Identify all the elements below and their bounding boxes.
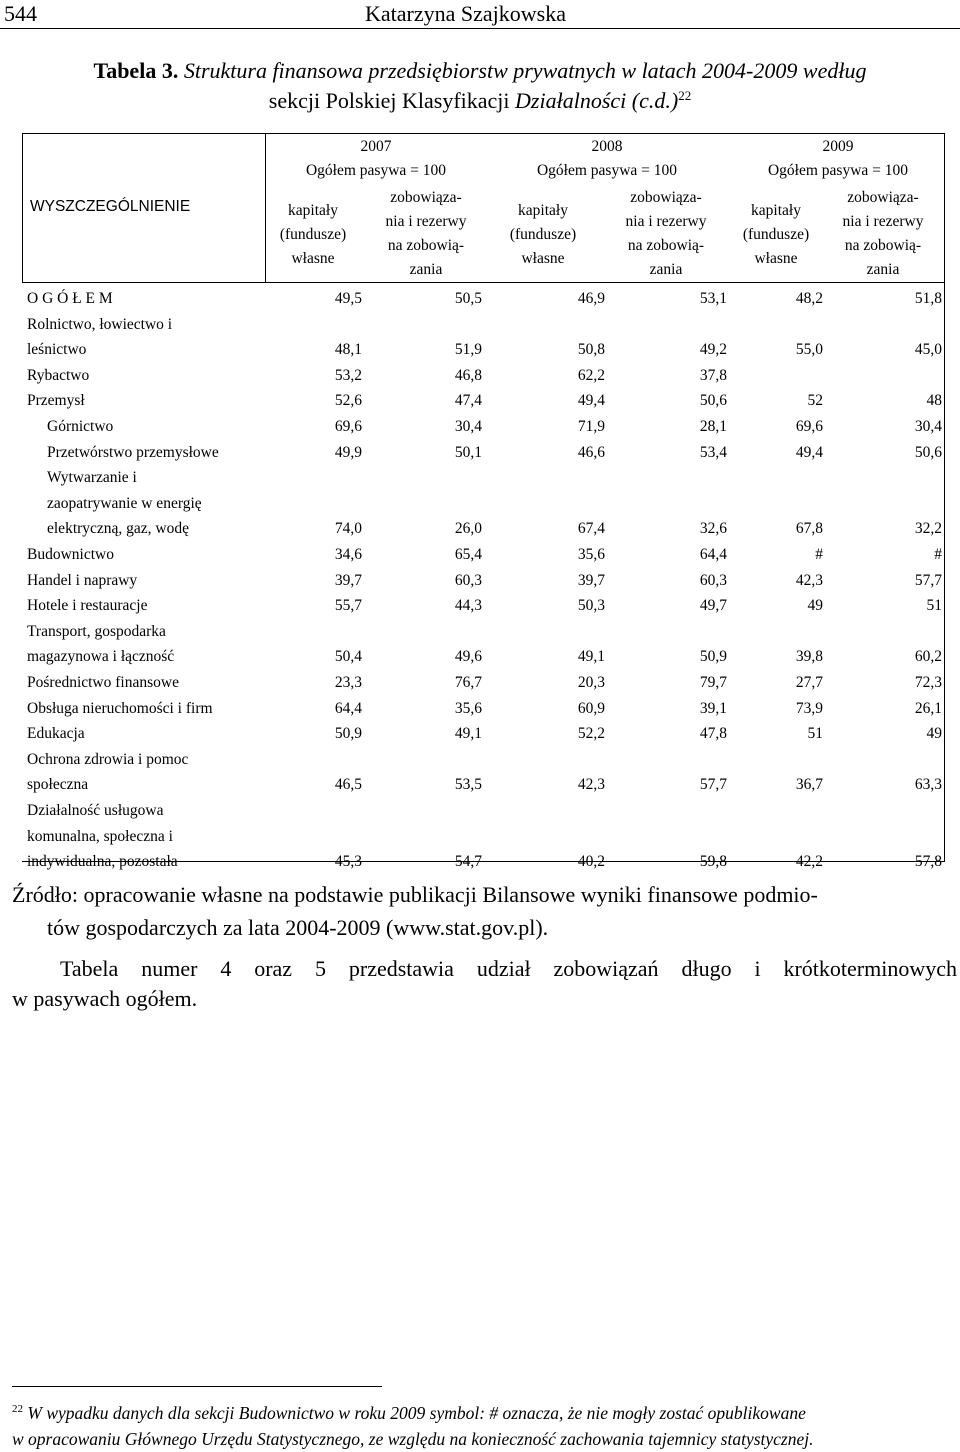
row-label: Obsługa nieruchomości i firm — [27, 699, 213, 717]
table-cell: 46,6 — [577, 443, 605, 461]
row-label: leśnictwo — [27, 341, 87, 359]
liabilities-header-line: zania — [409, 261, 443, 278]
table-cell: 49,1 — [577, 648, 605, 666]
table-cell: 71,9 — [577, 418, 605, 435]
paragraph-line-2: w pasywach ogółem. — [12, 986, 198, 1011]
total-header: Ogółem pasywa = 100 — [536, 162, 678, 179]
table-cell: 45,0 — [914, 341, 942, 359]
liabilities-header-line: nia i rezerwy — [625, 213, 707, 230]
table-cell: 50,9 — [334, 725, 362, 743]
table-cell: 50,9 — [699, 648, 727, 666]
row-label: społeczna — [27, 776, 89, 794]
table-cell: 39,8 — [795, 648, 823, 666]
footnote-marker: 22 — [12, 1403, 23, 1415]
table-cell: 49,2 — [699, 341, 727, 359]
liabilities-column-header — [606, 186, 726, 282]
table-cell: 39,1 — [699, 699, 727, 717]
table-cell: 28,1 — [699, 418, 727, 435]
caption-footnote-ref: 22 — [678, 88, 692, 103]
table-cell: 55,0 — [795, 341, 823, 359]
source-line-2: tów gospodarczych za lata 2004-2009 (www.stat.gov.pl). — [47, 915, 549, 940]
table-cell: 52 — [807, 392, 823, 410]
paragraph-line-1: Tabela numer 4 oraz 5 przedstawia udział zobowiązań długo i krótkoterminowych — [60, 956, 957, 981]
table-cell: 39,7 — [577, 571, 605, 589]
year-header: 2007 — [360, 138, 392, 155]
table-cell: 50,4 — [334, 648, 362, 666]
liabilities-header-line: zania — [866, 261, 900, 278]
table-cell: 46,9 — [577, 290, 605, 307]
row-label: Przetwórstwo przemysłowe — [47, 443, 219, 461]
table-cell: 60,3 — [454, 571, 482, 589]
table-cell: 53,1 — [699, 290, 727, 307]
table-cell: 30,4 — [454, 418, 482, 435]
table-cell: 62,2 — [577, 366, 605, 384]
header-divider — [22, 282, 945, 283]
liabilities-header-line: na zobowią- — [844, 237, 922, 254]
table-cell: 36,7 — [795, 776, 823, 794]
row-label: Transport, gospodarka — [27, 622, 166, 640]
equity-header-line: własne — [521, 250, 565, 267]
total-header: Ogółem pasywa = 100 — [767, 162, 909, 179]
source-line-1: Źródło: opracowanie własne na podstawie publikacji Bilansowe wyniki finansowe podmio- — [12, 882, 818, 907]
table-cell: 30,4 — [914, 418, 942, 435]
table-cell: 23,3 — [334, 674, 362, 691]
table-cell: 60,3 — [699, 571, 727, 589]
table-cell: 42,3 — [577, 776, 605, 794]
table-cell: 49,5 — [334, 290, 362, 307]
row-label: Handel i naprawy — [27, 571, 138, 589]
table-cell: 51 — [926, 597, 942, 615]
table-cell: 48,2 — [795, 290, 823, 307]
row-label: elektryczną, gaz, wodę — [47, 520, 190, 538]
caption-title: Struktura finansowa przedsiębiorstw prywatnych w latach 2004-2009 — [183, 58, 798, 83]
liabilities-header-line: nia i rezerwy — [842, 213, 924, 230]
liabilities-header-line: na zobowią- — [627, 237, 705, 254]
running-header — [0, 0, 960, 29]
equity-header-line: kapitały — [751, 202, 801, 219]
table-cell: 79,7 — [699, 674, 727, 691]
table-cell: 46,5 — [334, 776, 362, 794]
footnote-rule — [12, 1386, 382, 1387]
running-author: Katarzyna Szajkowska — [365, 1, 566, 26]
row-label: indywidualna, pozostała — [27, 853, 178, 871]
equity-header-line: własne — [291, 250, 335, 267]
table-cell: 51 — [807, 725, 823, 743]
liabilities-header-line: zania — [649, 261, 683, 278]
liabilities-header-line: nia i rezerwy — [385, 213, 467, 230]
stub-header: WYSZCZEGÓLNIENIE — [30, 198, 191, 215]
caption-line-1 — [0, 56, 960, 86]
page-number: 544 — [4, 1, 37, 26]
row-label: Hotele i restauracje — [27, 597, 148, 615]
table-cell: 59,8 — [699, 853, 727, 871]
equity-header-line: własne — [754, 250, 798, 267]
table-cell: 42,3 — [795, 571, 823, 589]
liabilities-column-header — [823, 186, 943, 282]
total-header: Ogółem pasywa = 100 — [305, 162, 447, 179]
table-cell: 26,1 — [914, 699, 942, 717]
table-border-right — [944, 133, 945, 862]
row-label: Działalność usługowa — [27, 802, 164, 819]
row-label: Przemysł — [27, 392, 85, 410]
table-caption — [0, 56, 960, 116]
table-cell: 45,3 — [334, 853, 362, 871]
row-label: Pośrednictwo finansowe — [27, 674, 179, 691]
table-cell: 54,7 — [454, 853, 482, 871]
equity-column-header — [263, 199, 363, 271]
equity-header-line: (fundusze) — [742, 226, 810, 243]
table-cell: 49 — [807, 597, 823, 615]
table-cell: 35,6 — [454, 699, 482, 717]
table-cell: 53,5 — [454, 776, 482, 794]
table-cell: 34,6 — [334, 546, 362, 563]
row-label: Wytwarzanie i — [47, 469, 137, 487]
table-cell: 69,6 — [334, 418, 362, 435]
table-cell: 48 — [926, 392, 942, 410]
table-cell: 49,4 — [577, 392, 605, 410]
equity-header-line: kapitały — [288, 202, 338, 219]
table-cell: 49,9 — [334, 443, 362, 461]
row-label: Ochrona zdrowia i pomoc — [27, 750, 189, 768]
row-label: Górnictwo — [47, 418, 114, 435]
row-label: Rybactwo — [27, 366, 90, 384]
table-cell: 72,3 — [914, 674, 942, 691]
table-cell: 49,4 — [795, 443, 823, 461]
table-cell: 60,9 — [577, 699, 605, 717]
equity-column-header — [493, 199, 593, 271]
row-label: magazynowa i łączność — [27, 648, 175, 666]
equity-header-line: (fundusze) — [279, 226, 347, 243]
table-cell: 53,4 — [699, 443, 727, 461]
caption-title-line2-italic: Działalności (c.d.) — [515, 88, 679, 113]
caption-lead: Tabela 3. — [93, 58, 179, 83]
table-cell: 52,6 — [334, 392, 362, 410]
source-note — [12, 878, 950, 944]
table-cell: 69,6 — [795, 418, 823, 435]
table-cell: 50,3 — [577, 597, 605, 615]
table-cell: 65,4 — [454, 546, 482, 563]
table-cell: 73,9 — [795, 699, 823, 717]
table-cell: 20,3 — [577, 674, 605, 691]
row-label: Budownictwo — [27, 546, 114, 563]
table-cell: 60,2 — [914, 648, 942, 666]
footnote-line-1 — [12, 1400, 957, 1426]
table-cell: 32,6 — [699, 520, 727, 538]
table-cell: 47,8 — [699, 725, 727, 743]
table-cell: 50,6 — [914, 443, 942, 461]
caption-title-line2: sekcji Polskiej Klasyfikacji — [268, 88, 510, 113]
body-paragraph — [12, 954, 957, 1014]
table-cell: 50,1 — [454, 443, 482, 461]
caption-title-rest: według — [802, 58, 867, 83]
table-cell: # — [815, 546, 823, 563]
table-cell: 27,7 — [795, 674, 823, 691]
row-label: O G Ó Ł E M — [27, 290, 113, 307]
table-cell: 52,2 — [577, 725, 605, 743]
table-cell: 46,8 — [454, 366, 482, 384]
table-cell: 32,2 — [914, 520, 942, 538]
table-cell: 48,1 — [334, 341, 362, 359]
table-cell: 57,7 — [699, 776, 727, 794]
table-cell: 37,8 — [699, 366, 727, 384]
table-cell: 40,2 — [577, 853, 605, 871]
table-cell: 74,0 — [334, 520, 362, 538]
equity-header-line: (fundusze) — [509, 226, 577, 243]
liabilities-header-line: zobowiąza- — [630, 189, 702, 206]
row-label: Rolnictwo, łowiectwo i — [27, 315, 173, 333]
table-cell: 50,8 — [577, 341, 605, 359]
table-cell: 76,7 — [454, 674, 482, 691]
liabilities-header-line: zobowiąza- — [390, 189, 462, 206]
caption-line-2 — [0, 86, 960, 116]
table-cell: 44,3 — [454, 597, 482, 615]
row-label: komunalna, społeczna i — [27, 827, 173, 845]
table-cell: 49,7 — [699, 597, 727, 615]
table-cell: 35,6 — [577, 546, 605, 563]
table-cell: 55,7 — [334, 597, 362, 615]
liabilities-column-header — [366, 186, 486, 282]
equity-header-line: kapitały — [518, 202, 568, 219]
table-cell: 64,4 — [699, 546, 727, 563]
liabilities-header-line: na zobowią- — [387, 237, 465, 254]
table-cell: 26,0 — [454, 520, 482, 538]
table-cell: 39,7 — [334, 571, 362, 589]
equity-column-header — [726, 199, 826, 271]
table-cell: 50,5 — [454, 290, 482, 307]
table-cell: 47,4 — [454, 392, 482, 410]
table-border-top — [22, 133, 945, 134]
table-border-left — [22, 133, 23, 282]
row-label: Edukacja — [27, 725, 85, 743]
row-label: zaopatrywanie w energię — [47, 494, 202, 512]
table-cell: 53,2 — [334, 366, 362, 384]
table-cell: 57,8 — [914, 853, 942, 871]
table-cell: # — [934, 546, 942, 563]
table-cell: 49,6 — [454, 648, 482, 666]
table-cell: 49,1 — [454, 725, 482, 743]
footnote-text-1: W wypadku danych dla sekcji Budownictwo w roku 2009 symbol: # oznacza, że nie mogły zostać opublikowane — [27, 1403, 806, 1423]
table-cell: 50,6 — [699, 392, 727, 410]
table-cell: 42,2 — [795, 853, 823, 871]
table-cell: 51,8 — [914, 290, 942, 307]
table-cell: 67,4 — [577, 520, 605, 538]
footnote — [12, 1400, 957, 1452]
year-header: 2008 — [591, 138, 623, 155]
liabilities-header-line: zobowiąza- — [847, 189, 919, 206]
table-cell: 51,9 — [454, 341, 482, 359]
table-cell: 64,4 — [334, 699, 362, 717]
year-header: 2009 — [822, 138, 854, 155]
table-cell: 49 — [926, 725, 942, 743]
table-cell: 67,8 — [795, 520, 823, 538]
table-cell: 57,7 — [914, 571, 942, 589]
table-cell: 63,3 — [914, 776, 942, 794]
footnote-line-2: w opracowaniu Głównego Urzędu Statystycznego, ze względu na konieczność zachowania tajemnicy statystycznej. — [12, 1429, 814, 1449]
